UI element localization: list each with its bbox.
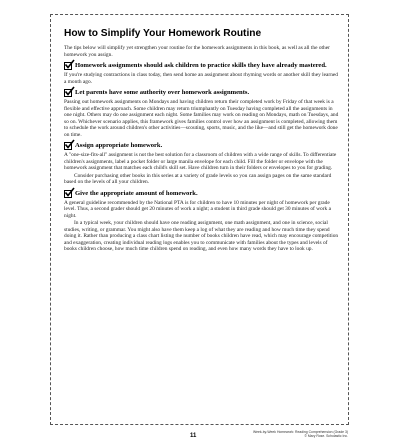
checkbox-check-icon — [64, 89, 72, 97]
checkbox-check-icon — [64, 190, 72, 198]
checkbox-check-icon — [64, 62, 72, 70]
tip-heading-text: Let parents have some authority over homework assignments. — [75, 89, 250, 96]
tip-heading — [64, 62, 340, 70]
tip-heading-text: Give the appropriate amount of homework. — [75, 189, 198, 197]
tip-heading — [64, 142, 340, 150]
tip-paragraph: Consider purchasing other books in this series at a variety of grade levels so you can assign pages on the same standard based on the levels of all your children. — [64, 172, 332, 185]
checkbox-check-icon — [64, 142, 72, 150]
credit-line — [253, 430, 348, 438]
tip-heading — [64, 190, 340, 198]
tip-4 — [64, 190, 340, 253]
intro-paragraph: The tips below will simplify yet strengthen your routine for the homework assignments in this book, as well as all the other homework you assign. — [64, 45, 330, 58]
tip-heading-text: Assign appropriate homework. — [75, 142, 163, 149]
page-title: How to Simplify Your Homework Routine — [64, 28, 262, 39]
tip-paragraph: In a typical week, your children should have one reading assignment, one math assignment, and one in science, social studies, writing, or grammar. You might also have them keep a log of what they are reading and how much time they spend doing it. Rather than producing a class chart listing the number of books children have read, which may encourage competition and exaggeration, creating individual reading logs enables you to communicate with families about the types and levels of books children choose, how much time children spend on reading, and even how many words they have to look up. — [64, 220, 339, 252]
page-content — [64, 22, 340, 254]
tip-3 — [64, 142, 340, 186]
tip-paragraph: Passing out homework assignments on Mondays and having children return their completed work by Friday of that week is a flexible and effective approach. Some children may return triumphantly on Tuesday having completed all the assignments in one night. Others may do one assignment each night. Some families may work on reading on Mondays, math on Tuesdays, and so on. Whichever scenario applies, this framework gives families control over how an assignment is completed, allowing them to schedule the work around children's other activities—scouting, sports, music, and the like—and still get the homework done on time. — [64, 99, 339, 138]
tip-paragraph: If you're studying contractions in class today, then send home an assignment about rhyming words or another skill they learned a month ago. — [64, 72, 338, 85]
credit-line-title: Week-by-Week Homework: Reading Comprehension (Grade 3) — [252, 430, 348, 434]
tip-2 — [64, 89, 340, 138]
credit-line-copyright: © Mary Rose. Scholastic Inc. — [304, 434, 348, 438]
tip-paragraph: A "one-size-fits-all" assignment is not the best solution for a classroom of children with a wide range of skills. To differentiate children's assignments, label a pocket folder or large manila envelope for each child. Fill the folder or envelope with the homework assignment that matches each child's skill set. Have children turn in their folders or envelopes to you for grading. — [64, 152, 337, 171]
tip-1 — [64, 62, 340, 85]
tip-heading — [64, 89, 340, 97]
tip-paragraph: A general guideline recommended by the National PTA is for children to have 10 minutes per night of homework per grade level. Thus, a second grader should get 20 minutes of work a night; a student in third grade should get 30 minutes of work a night. — [64, 199, 331, 219]
page-number: 11 — [190, 433, 197, 439]
tip-heading-text: Homework assignments should ask children to practice skills they have already mastered. — [75, 62, 327, 69]
